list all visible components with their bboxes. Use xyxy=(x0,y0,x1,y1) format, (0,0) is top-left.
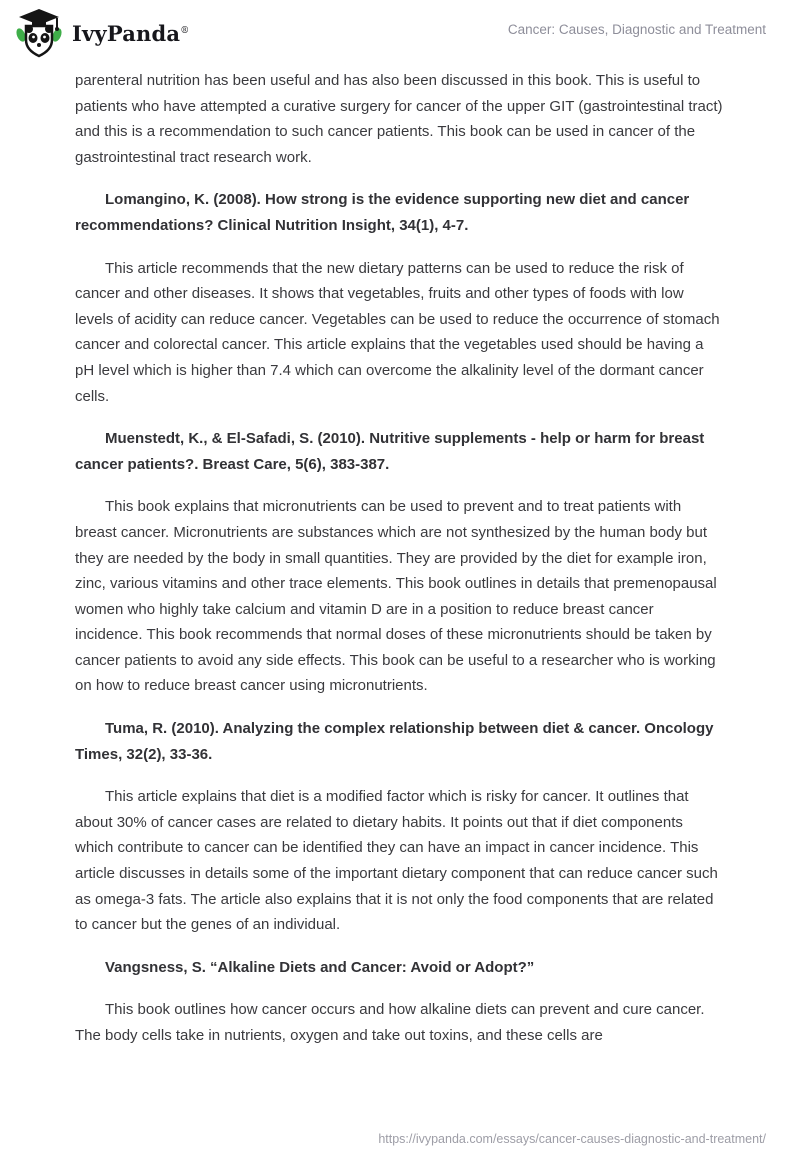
essay-content xyxy=(0,58,800,1049)
citation-paragraph: Tuma, R. (2010). Analyzing the complex relationship between diet & cancer. Oncology Times, 32(2), 33-36. xyxy=(75,720,714,763)
citation-paragraph: Lomangino, K. (2008). How strong is the evidence supporting new diet and cancer recommendations? Clinical Nutrition Insight, 34(1), 4-7. xyxy=(75,191,690,234)
citation-paragraph: Muenstedt, K., & El-Safadi, S. (2010). Nutritive supplements - help or harm for breast cancer patients?. Breast Care, 5(6), 383-387. xyxy=(75,430,705,473)
body-paragraph: This article recommends that the new dietary patterns can be used to reduce the risk of cancer and other diseases. It shows that vegetables, fruits and other types of foods with low levels of acidity can reduce cancer. Vegetables can be used to reduce the occurrence of stomach cancer and colorectal cancer. This article explains that the vegetables used should be having a pH level which is higher than 7.4 which can overcome the alkalinity level of the dormant cancer cells. xyxy=(75,259,720,405)
page-header xyxy=(0,0,800,58)
brand xyxy=(16,8,189,58)
body-paragraph: This book outlines how cancer occurs and how alkaline diets can prevent and cure cancer. The body cells take in nutrients, oxygen and take out toxins, and these cells are xyxy=(75,1001,705,1044)
page-footer xyxy=(378,1130,766,1148)
body-paragraph: This book explains that micronutrients can be used to prevent and to treat patients with breast cancer. Micronutrients are substances which are not synthesized by the human body but they are needed by the body in small quantities. They are provided by the diet for example iron, zinc, various vitamins and other trace elements. This book outlines in details that premenopausal women who highly take calcium and vitamin D are in a position to reduce breast cancer incidence. This book recommends that normal doses of these micronutrients should be taken by cancer patients to avoid any side effects. This book can be useful to a researcher who is working on how to reduce breast cancer using micronutrients. xyxy=(75,498,717,695)
registered-mark: ® xyxy=(180,25,190,36)
source-url-link[interactable]: https://ivypanda.com/essays/cancer-causes-diagnostic-and-treatment/ xyxy=(378,1132,766,1146)
body-paragraph: This article explains that diet is a modified factor which is risky for cancer. It outlines that about 30% of cancer cases are related to dietary habits. It points out that if diet components which contribute to cancer can be identified they can have an impact in cancer incidence. This article discusses in details some of the important dietary component that can reduce cancer such as omega-3 fats. The article also explains that it is not only the food components that are related to cancer but the genes of an individual. xyxy=(75,788,718,934)
brand-name: IvyPanda® xyxy=(72,20,190,46)
citation-paragraph: Vangsness, S. “Alkaline Diets and Cancer: Avoid or Adopt?” xyxy=(105,958,535,976)
document-title: Cancer: Causes, Diagnostic and Treatment xyxy=(507,22,766,37)
ivypanda-logo-icon xyxy=(16,8,62,58)
body-paragraph: parenteral nutrition has been useful and has also been discussed in this book. This is useful to patients who have attempted a curative surgery for cancer of the upper GIT (gastrointestinal tract) and this is a recommendation to such cancer patients. This book can be used in cancer of the gastrointestinal tract research work. xyxy=(75,72,723,166)
